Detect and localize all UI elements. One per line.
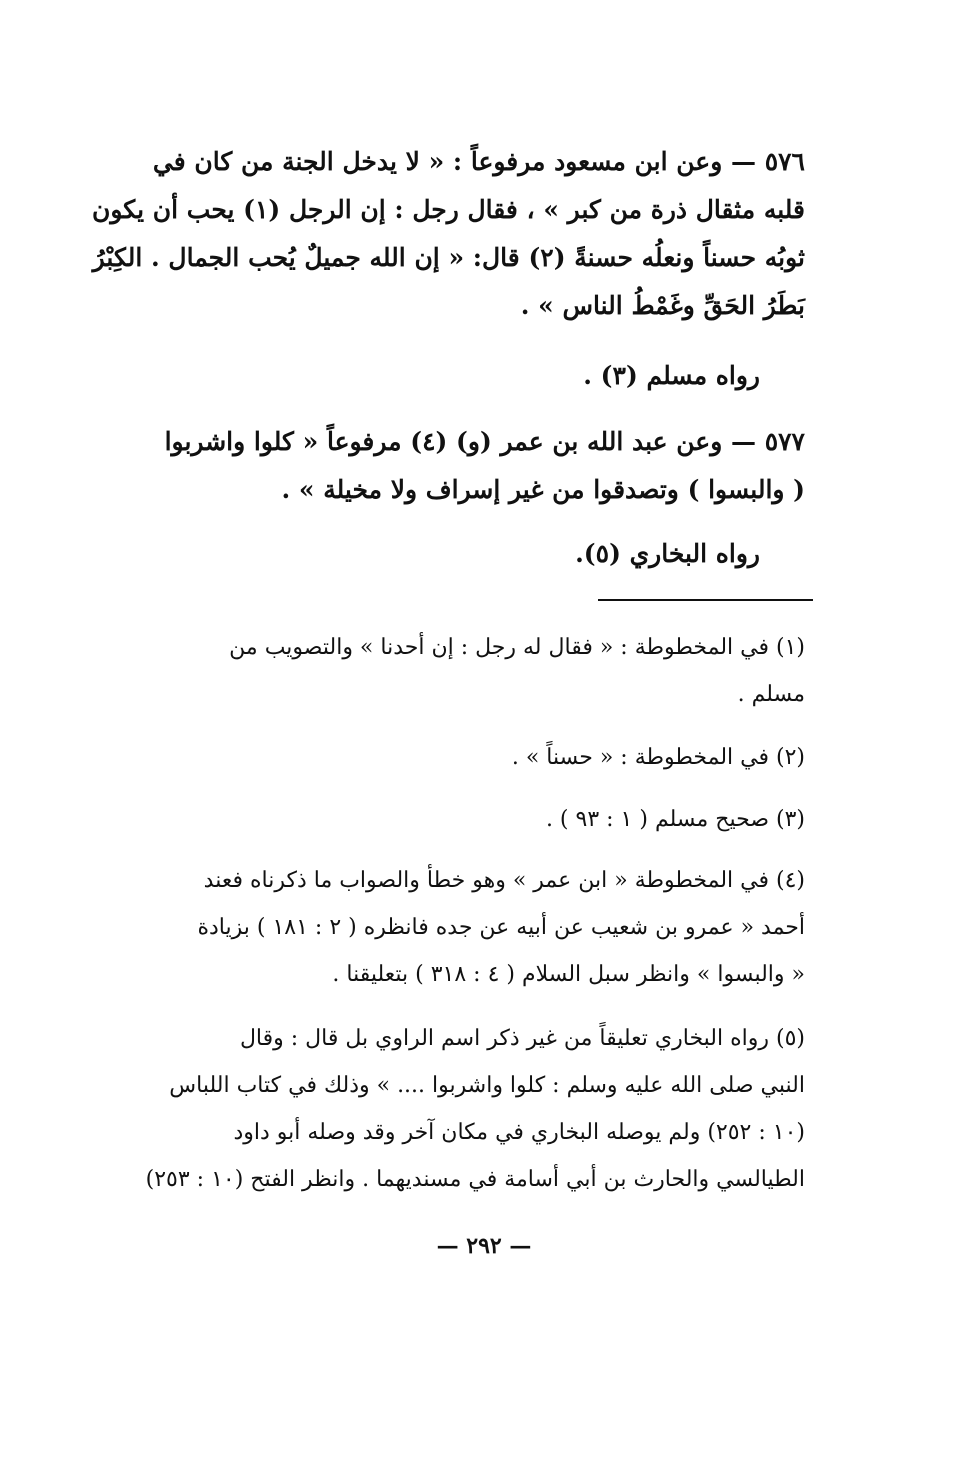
hadith-576-line-1: ٥٧٦ — وعن ابن مسعود مرفوعاً : « لا يدخل الجنة من كان في [152, 147, 805, 176]
footnote-separator [598, 599, 813, 601]
footnote-5-line-2: النبي صلى الله عليه وسلم : كلوا واشربوا .... » وذلك في كتاب اللباس [169, 1073, 805, 1098]
hadith-576-source-block [155, 352, 805, 400]
hadith-576-line-3: ثوبُه حسناً ونعلُه حسنةً (٢) قال: « إن الله جميلٌ يُحب الجمال . الكِبْرُ [92, 243, 805, 272]
footnote-5-line-4: الطيالسي والحارث بن أبي أسامة في مسنديهما . وانظر الفتح (١٠ : ٢٥٣) [145, 1167, 805, 1192]
footnote-4 [155, 857, 805, 998]
page-number: — ٢٩٢ — [436, 1233, 532, 1259]
hadith-577 [155, 418, 805, 514]
footnote-1-line-2: مسلم . [737, 682, 805, 707]
hadith-577-line-1: ٥٧٧ — وعن عبد الله بن عمر (و) (٤) مرفوعاً « كلوا واشربوا [164, 427, 805, 456]
hadith-576 [92, 138, 805, 330]
hadith-576-line-2: قلبه مثقال ذرة من كبر » ، فقال رجل : إن الرجل (١) يحب أن يكون [92, 195, 805, 224]
footnote-2 [155, 734, 805, 781]
hadith-577-source: رواه البخاري (٥). [575, 539, 760, 568]
footnote-5-line-1: (٥) رواه البخاري تعليقاً من غير ذكر اسم الراوي بل قال : وقال [239, 1026, 805, 1051]
footnote-5 [145, 1015, 805, 1203]
hadith-576-line-4: بَطَرُ الحَقِّ وغَمْطُ الناس » . [520, 291, 805, 320]
hadith-576-source: رواه مسلم (٣) . [583, 361, 760, 390]
footnote-3 [155, 796, 805, 843]
footnote-1 [155, 624, 805, 718]
footnote-4-line-2: أحمد « عمرو بن شعيب عن أبيه عن جده فانظره ( ٢ : ١٨١ ) بزيادة [197, 915, 805, 940]
hadith-577-line-2: ( والبسوا ) وتصدقوا من غير إسراف ولا مخيلة » . [281, 475, 805, 504]
footnote-4-line-3: « والبسوا » وانظر سبل السلام ( ٤ : ٣١٨ ) بتعليقنا . [332, 962, 805, 987]
footnote-5-line-3: (١٠ : ٢٥٢) ولم يوصله البخاري في مكان آخر وقد وصله أبو داود [233, 1120, 805, 1145]
footnote-3-line: (٣) صحيح مسلم ( ١ : ٩٣ ) . [545, 807, 805, 832]
footnote-2-line: (٢) في المخطوطة : « حسناً » . [511, 745, 805, 770]
hadith-577-source-block [155, 530, 805, 578]
footnote-4-line-1: (٤) في المخطوطة « ابن عمر » وهو خطأ والصواب ما ذكرناه فعند [203, 868, 805, 893]
footnote-1-line-1: (١) في المخطوطة : « فقال له رجل : إن أحدنا » والتصويب من [229, 635, 805, 660]
